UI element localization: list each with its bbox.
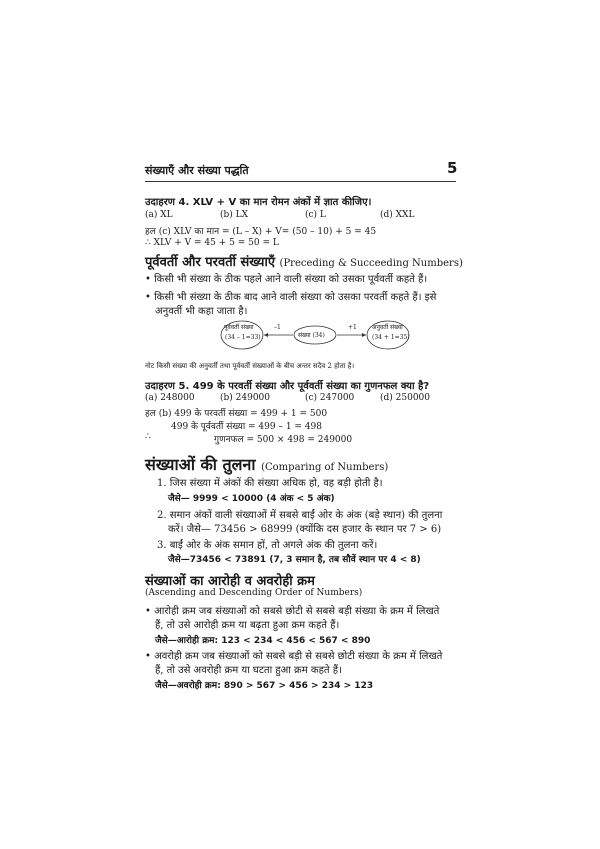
bullet-icon: • <box>145 292 151 303</box>
example4-options <box>145 210 445 222</box>
option-c: (c) L <box>305 210 326 220</box>
option-d: (d) 250000 <box>380 393 431 403</box>
option-b: (b) 249000 <box>220 393 271 403</box>
bullet-text: किसी भी संख्या के ठीक पहले आने वाली संख्या को उसका पूर्ववर्ती कहते हैं। <box>154 274 428 285</box>
heading-hindi: पूर्ववर्ती और परवर्ती संख्याएँ <box>145 255 276 270</box>
example4-conclusion: ∴ XLV + V = 45 + 5 = 50 = L <box>145 238 279 248</box>
bullet-continuation: अनुवर्ती भी कहा जाता है। <box>155 306 248 317</box>
heading-english: (Preceding & Succeeding Numbers) <box>279 258 463 269</box>
descending-example: जैसे—अवरोही क्रम: 890 > 567 > 456 > 234 > 123 <box>155 681 374 691</box>
compare-item-2-cont: करें। जैसे— 73456 > 68999 (क्योंकि दस हजार के स्थान पर 7 > 6) <box>168 524 442 535</box>
section-heading-comparing <box>145 453 388 475</box>
example5-line1: हल (b) 499 के परवर्ती संख्या = 499 + 1 = 500 <box>145 409 328 419</box>
list-item <box>145 271 427 285</box>
example4-solution: हल (c) XLV का मान = (L – X) + V= (50 – 10) + 5 = 45 <box>145 227 377 237</box>
right-arrowhead <box>362 333 366 337</box>
example5-question: उदाहरण 5. 499 के परवर्ती संख्या और पूर्ववर्ती संख्या का गुणनफल क्या है? <box>145 381 430 392</box>
compare-item-3-example: जैसे—73456 < 73891 (7, 3 समान है, तब सौवें स्थान पर 4 < 8) <box>168 555 421 565</box>
succeeding-title: अनुवर्ती संख्या <box>372 324 403 331</box>
ascending-example: जैसे—आरोही क्रम: 123 < 234 < 456 < 567 < 890 <box>155 636 371 646</box>
section-heading-preceding <box>145 252 463 270</box>
preceding-value: (34 – 1=33) <box>225 334 261 341</box>
running-header: संख्याएँ और संख्या पद्धति <box>145 164 249 177</box>
bullet-continuation: हैं, तो उसे आरोही क्रम या बढ़ता हुआ क्रम कहते हैं। <box>155 620 340 631</box>
note: नोट किसी संख्या की अनुवर्ती तथा पूर्ववर्ती संख्याओं के बीच अन्तर सदैव 2 होता है। <box>145 362 355 370</box>
bullet-icon: • <box>145 606 151 617</box>
compare-item-1: 1. जिस संख्या में अंकों की संख्या अधिक हो, वह बड़ी होती है। <box>157 478 383 489</box>
option-c: (c) 247000 <box>305 393 355 403</box>
therefore-symbol: ∴ <box>145 432 151 442</box>
section-heading-order: संख्याओं का आरोही व अवरोही क्रम <box>145 574 315 589</box>
compare-item-2: 2. समान अंकों वाली संख्याओं में सबसे बाईं ओर के अंक (बड़े स्थान) की तुलना <box>157 510 443 521</box>
example4-question: उदाहरण 4. XLV + V का मान रोमन अंकों में ज्ञात कीजिए। <box>145 197 372 208</box>
bullet-text: किसी भी संख्या के ठीक बाद आने वाली संख्या को उसका परवर्ती कहते हैं। इसे <box>154 292 437 303</box>
example5-options <box>145 393 445 405</box>
heading-english: (Comparing of Numbers) <box>261 462 389 473</box>
bullet-text: आरोही क्रम जब संख्याओं को सबसे छोटी से सबसे बड़ी संख्या के क्रम में लिखते <box>154 606 440 617</box>
center-label: संख्या (34) <box>298 332 325 339</box>
example5-line3: गुणनफल = 500 × 498 = 249000 <box>214 435 353 445</box>
heading-hindi: संख्याओं की तुलना <box>145 455 256 474</box>
left-arrowhead <box>264 333 268 337</box>
option-d: (d) XXL <box>380 210 415 220</box>
option-a: (a) XL <box>145 210 173 220</box>
compare-item-3: 3. बाईं ओर के अंक समान हों, तो अगले अंक की तुलना करें। <box>157 540 378 551</box>
preceding-title: पूर्ववर्ती संख्या <box>224 324 254 331</box>
list-item <box>145 603 439 617</box>
bullet-icon: • <box>145 274 151 285</box>
list-item <box>145 648 442 662</box>
bullet-text: अवरोही क्रम जब संख्याओं को सबसे बड़ी से सबसे छोटी संख्या के क्रम में लिखते <box>154 651 443 662</box>
minus-label: –1 <box>274 324 281 331</box>
plus-label: +1 <box>348 324 357 331</box>
example5-line2: 499 के पूर्ववर्ती संख्या = 499 – 1 = 498 <box>171 422 322 432</box>
header-rule <box>145 181 456 182</box>
option-a: (a) 248000 <box>145 393 195 403</box>
bullet-continuation: हैं, तो उसे अवरोही क्रम या घटता हुआ क्रम कहते हैं। <box>155 665 342 676</box>
section-heading-order-english: (Ascending and Descending Order of Numbers) <box>145 588 363 598</box>
option-b: (b) LX <box>220 210 249 220</box>
preceding-succeeding-diagram <box>220 318 410 352</box>
page-number: 5 <box>447 159 458 177</box>
compare-item-1-example: जैसे— 9999 < 10000 (4 अंक < 5 अंक) <box>168 494 335 504</box>
list-item <box>145 289 436 303</box>
bullet-icon: • <box>145 651 151 662</box>
succeeding-value: (34 + 1=35) <box>372 334 410 341</box>
